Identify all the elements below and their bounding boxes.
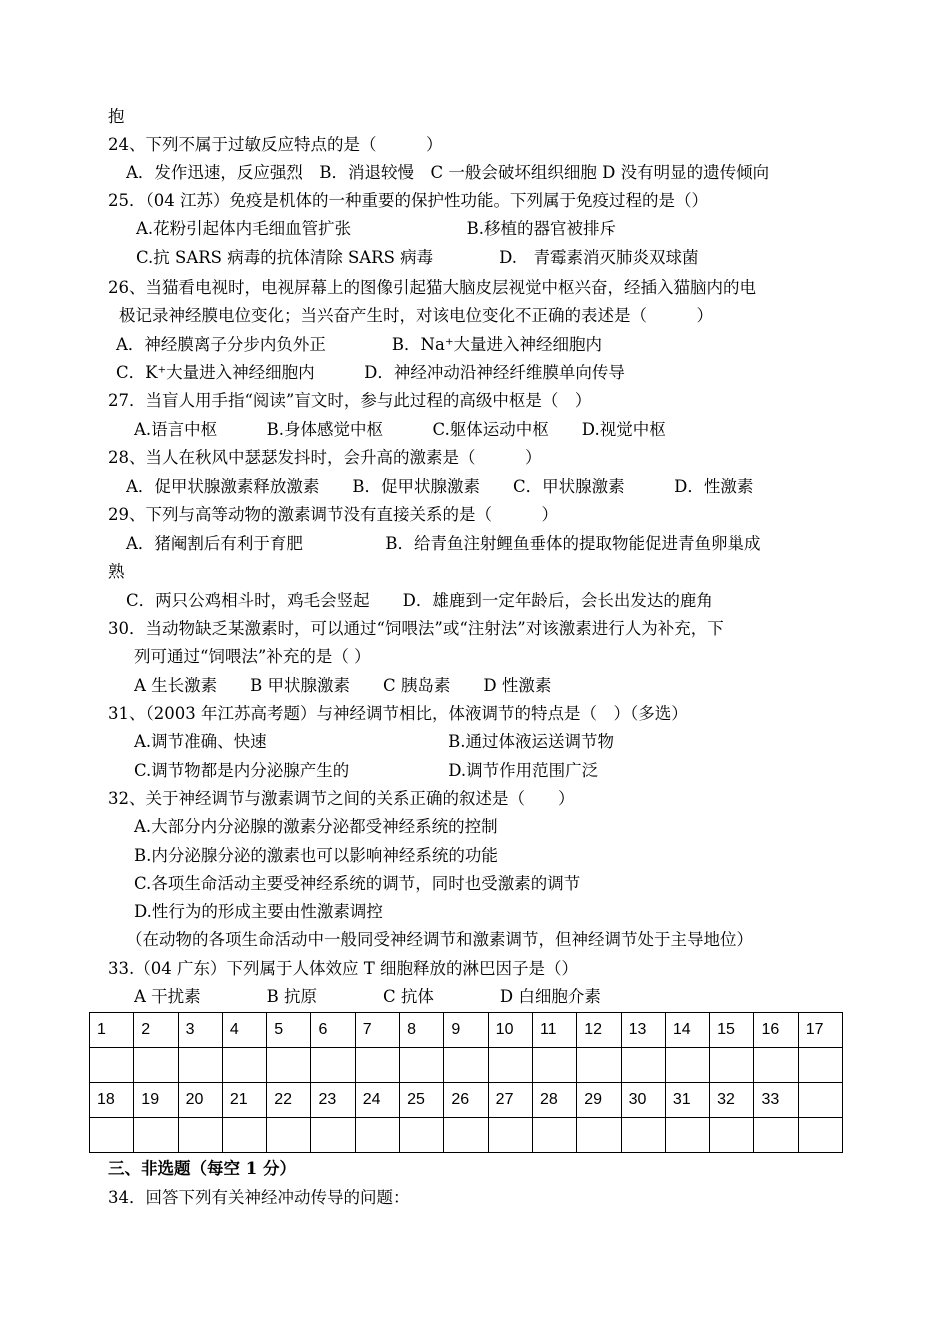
answer-blank-cell[interactable]: [178, 1118, 222, 1153]
question-26-options-ab: A．神经膜离子分步内负外正 B．Na⁺大量进入神经细胞内: [116, 335, 603, 354]
answer-number-cell: 11: [532, 1013, 576, 1048]
answer-number-cell: 16: [754, 1013, 798, 1048]
question-25-options-cd: C.抗 SARS 病毒的抗体清除 SARS 病毒 D. 青霉素消灭肺炎双球菌: [136, 248, 699, 267]
answer-number-cell: 2: [134, 1013, 178, 1048]
question-33-options: A 干扰素 B 抗原 C 抗体 D 白细胞介素: [134, 987, 601, 1006]
answer-number-cell: 15: [710, 1013, 754, 1048]
question-27: 27．当盲人用手指“阅读”盲文时，参与此过程的高级中枢是（ ）: [108, 391, 592, 410]
question-34: 34．回答下列有关神经冲动传导的问题：: [108, 1188, 410, 1207]
question-32-option-b: B.内分泌腺分泌的激素也可以影响神经系统的功能: [134, 846, 498, 865]
answer-number-cell: 17: [798, 1013, 842, 1048]
answer-blank-cell[interactable]: [222, 1118, 266, 1153]
question-30: 30．当动物缺乏某激素时，可以通过“饲喂法”或“注射法”对该激素进行人为补充，下: [108, 619, 724, 638]
answer-number-cell: 27: [488, 1083, 532, 1118]
answer-number-cell: 21: [222, 1083, 266, 1118]
answer-blank-cell[interactable]: [90, 1048, 134, 1083]
answer-blank-cell[interactable]: [488, 1048, 532, 1083]
question-27-options: A.语言中枢 B.身体感觉中枢 C.躯体运动中枢 D.视觉中枢: [134, 420, 666, 439]
question-32-note: （在动物的各项生命活动中一般同受神经调节和激素调节，但神经调节处于主导地位）: [126, 930, 753, 949]
question-29-options-ab: A．猪阉割后有利于育肥 B．给青鱼注射鲤鱼垂体的提取物能促进青鱼卵巢成: [126, 534, 761, 553]
answer-blank-cell[interactable]: [577, 1118, 621, 1153]
question-28: 28、当人在秋风中瑟瑟发抖时，会升高的激素是（ ）: [108, 448, 542, 467]
question-31: 31、（2003 年江苏高考题）与神经调节相比，体液调节的特点是（ ）（多选）: [108, 704, 688, 723]
answer-number-cell: 1: [90, 1013, 134, 1048]
answer-blank-cell[interactable]: [754, 1048, 798, 1083]
question-24: 24、下列不属于过敏反应特点的是（ ）: [108, 135, 443, 154]
answer-blank-row: [90, 1048, 843, 1083]
answer-blank-cell[interactable]: [311, 1118, 355, 1153]
answer-blank-cell[interactable]: [710, 1048, 754, 1083]
answer-blank-cell[interactable]: [488, 1118, 532, 1153]
answer-number-cell: 13: [621, 1013, 665, 1048]
answer-blank-cell[interactable]: [267, 1118, 311, 1153]
answer-blank-cell[interactable]: [400, 1118, 444, 1153]
answer-blank-cell[interactable]: [267, 1048, 311, 1083]
answer-number-cell: 23: [311, 1083, 355, 1118]
answer-number-cell: 20: [178, 1083, 222, 1118]
text-line: 抱: [108, 107, 125, 126]
answer-blank-cell[interactable]: [710, 1118, 754, 1153]
answer-blank-cell[interactable]: [400, 1048, 444, 1083]
answer-blank-cell[interactable]: [577, 1048, 621, 1083]
question-26-cont: 极记录神经膜电位变化；当兴奋产生时，对该电位变化不正确的表述是（ ）: [119, 306, 713, 325]
answer-number-row: [90, 1083, 843, 1118]
answer-number-cell: 24: [355, 1083, 399, 1118]
answer-number-cell: [798, 1083, 842, 1118]
answer-blank-cell[interactable]: [90, 1118, 134, 1153]
answer-blank-cell[interactable]: [178, 1048, 222, 1083]
answer-blank-cell[interactable]: [621, 1118, 665, 1153]
question-26: 26、当猫看电视时，电视屏幕上的图像引起猫大脑皮层视觉中枢兴奋，经插入猫脑内的电: [108, 278, 756, 297]
answer-number-cell: 30: [621, 1083, 665, 1118]
answer-number-cell: 19: [134, 1083, 178, 1118]
answer-blank-cell[interactable]: [444, 1118, 488, 1153]
answer-number-row: [90, 1013, 843, 1048]
question-31-options-ab: A.调节准确、快速 B.通过体液运送调节物: [134, 732, 615, 751]
answer-number-cell: 3: [178, 1013, 222, 1048]
question-25-options-ab: A.花粉引起体内毛细血管扩张 B.移植的器官被排斥: [136, 219, 617, 238]
answer-blank-cell[interactable]: [444, 1048, 488, 1083]
question-31-options-cd: C.调节物都是内分泌腺产生的 D.调节作用范围广泛: [134, 761, 599, 780]
answer-blank-cell[interactable]: [798, 1048, 842, 1083]
answer-blank-cell[interactable]: [355, 1048, 399, 1083]
answer-number-cell: 6: [311, 1013, 355, 1048]
answer-blank-cell[interactable]: [532, 1118, 576, 1153]
question-32-option-a: A.大部分内分泌腺的激素分泌都受神经系统的控制: [134, 817, 498, 836]
answer-number-cell: 29: [577, 1083, 621, 1118]
answer-blank-cell[interactable]: [311, 1048, 355, 1083]
answer-number-cell: 31: [665, 1083, 709, 1118]
answer-blank-cell[interactable]: [134, 1118, 178, 1153]
answer-number-cell: 12: [577, 1013, 621, 1048]
question-29-options-wrap: 熟: [108, 562, 125, 581]
answer-number-cell: 14: [665, 1013, 709, 1048]
answer-blank-cell[interactable]: [134, 1048, 178, 1083]
answer-number-cell: 25: [400, 1083, 444, 1118]
answer-number-cell: 33: [754, 1083, 798, 1118]
answer-number-cell: 5: [267, 1013, 311, 1048]
answer-number-cell: 22: [267, 1083, 311, 1118]
answer-blank-cell[interactable]: [355, 1118, 399, 1153]
answer-blank-row: [90, 1118, 843, 1153]
answer-number-cell: 26: [444, 1083, 488, 1118]
answer-blank-cell[interactable]: [621, 1048, 665, 1083]
answer-blank-cell[interactable]: [754, 1118, 798, 1153]
question-30-options: A 生长激素 B 甲状腺激素 C 胰岛素 D 性激素: [134, 676, 552, 695]
question-29-options-cd: C．两只公鸡相斗时，鸡毛会竖起 D．雄鹿到一定年龄后，会长出发达的鹿角: [126, 591, 713, 610]
answer-number-cell: 7: [355, 1013, 399, 1048]
question-33: 33.（04 广东）下列属于人体效应 T 细胞释放的淋巴因子是（）: [108, 959, 578, 978]
question-24-options: A．发作迅速，反应强烈 B．消退较慢 C 一般会破坏组织细胞 D 没有明显的遗传倾向: [126, 163, 770, 182]
answer-number-cell: 8: [400, 1013, 444, 1048]
answer-number-cell: 10: [488, 1013, 532, 1048]
question-30-cont: 列可通过“饲喂法”补充的是（ ）: [134, 647, 371, 666]
answer-number-cell: 9: [444, 1013, 488, 1048]
answer-number-cell: 32: [710, 1083, 754, 1118]
answer-blank-cell[interactable]: [665, 1048, 709, 1083]
answer-blank-cell[interactable]: [222, 1048, 266, 1083]
answer-blank-cell[interactable]: [532, 1048, 576, 1083]
question-32: 32、关于神经调节与激素调节之间的关系正确的叙述是（ ）: [108, 789, 575, 808]
answer-blank-cell[interactable]: [665, 1118, 709, 1153]
question-26-options-cd: C．K⁺大量进入神经细胞内 D．神经冲动沿神经纤维膜单向传导: [116, 363, 625, 382]
question-28-options: A．促甲状腺激素释放激素 B．促甲状腺激素 C．甲状腺激素 D．性激素: [126, 477, 754, 496]
answer-number-cell: 18: [90, 1083, 134, 1118]
answer-number-cell: 4: [222, 1013, 266, 1048]
answer-table: [89, 1012, 843, 1153]
question-29: 29、下列与高等动物的激素调节没有直接关系的是（ ）: [108, 505, 558, 524]
question-32-option-d: D.性行为的形成主要由性激素调控: [134, 902, 383, 921]
question-32-option-c: C.各项生命活动主要受神经系统的调节，同时也受激素的调节: [134, 874, 581, 893]
answer-blank-cell[interactable]: [798, 1118, 842, 1153]
section-heading: 三、非选题（每空 1 分）: [108, 1159, 296, 1178]
question-25: 25．（04 江苏）免疫是机体的一种重要的保护性功能。下列属于免疫过程的是（）: [108, 191, 708, 210]
answer-number-cell: 28: [532, 1083, 576, 1118]
